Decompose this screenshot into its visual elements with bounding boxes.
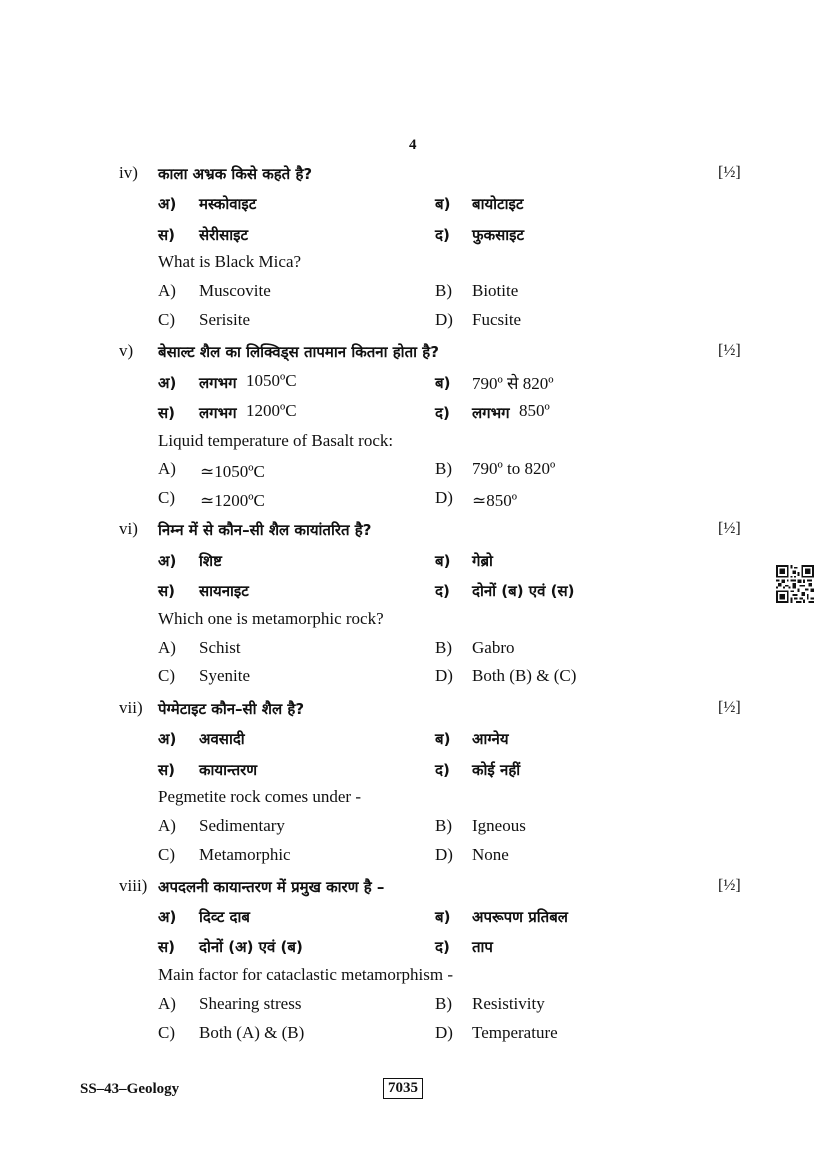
option-label: A) — [158, 459, 176, 478]
option-text: Both (B) & (C) — [472, 666, 577, 685]
option-text: मस्कोवाइट — [199, 195, 257, 213]
option-label: C) — [158, 488, 175, 507]
option-label: स) — [158, 761, 175, 779]
option-text: ≃1050ºC — [200, 462, 265, 481]
question-number: viii) — [119, 876, 148, 895]
footer-subject: SS–43–Geology — [80, 1081, 180, 1097]
footer-code: 7035 — [383, 1078, 423, 1099]
option-label: ब) — [435, 730, 451, 748]
option-text: फुकसाइट — [472, 226, 525, 244]
option-label: स) — [158, 226, 175, 244]
option-text: शिष्ट — [199, 552, 222, 570]
option-label: D) — [435, 666, 453, 685]
option-label: द) — [435, 938, 450, 956]
option-text: ≃850º — [472, 491, 518, 510]
option-label: D) — [435, 845, 453, 864]
option-text: आग्नेय — [472, 730, 509, 748]
option-label: द) — [435, 226, 450, 244]
option-label: अ) — [158, 374, 177, 392]
question-hindi: पेग्मेटाइट कौन–सी शैल है? — [158, 700, 305, 718]
option-text: Muscovite — [199, 281, 271, 300]
option-label: C) — [158, 310, 175, 329]
option-text: Fucsite — [472, 310, 522, 329]
marks: [½] — [718, 164, 741, 181]
option-text: अपरूपण प्रतिबल — [472, 908, 568, 926]
option-text: Both (A) & (B) — [199, 1023, 305, 1042]
option-label: A) — [158, 638, 176, 657]
option-label: B) — [435, 281, 452, 300]
option-label: D) — [435, 310, 453, 329]
question-english: Main factor for cataclastic metamorphism - — [158, 965, 454, 984]
option-label: A) — [158, 994, 176, 1013]
option-label: D) — [435, 488, 453, 507]
option-label: स) — [158, 404, 175, 422]
option-text: None — [472, 845, 509, 864]
option-text: 790º to 820º — [472, 459, 556, 478]
option-label: द) — [435, 582, 450, 600]
option-label: A) — [158, 281, 176, 300]
option-label: ब) — [435, 552, 451, 570]
option-text: कोई नहीं — [472, 761, 521, 779]
question-number: iv) — [119, 163, 138, 182]
option-text: दिव्ट दाब — [199, 908, 250, 926]
option-label: स) — [158, 582, 175, 600]
option-label: ब) — [435, 374, 451, 392]
option-text: Metamorphic — [199, 845, 291, 864]
option-value: 1050ºC — [246, 371, 297, 390]
option-text: लगभग — [199, 404, 237, 422]
option-text: सायनाइट — [199, 582, 249, 600]
qr-code-icon — [776, 565, 814, 603]
question-hindi: निम्न में से कौन–सी शैल कायांतरित है? — [158, 521, 372, 539]
option-label: B) — [435, 994, 452, 1013]
option-text: अवसादी — [199, 730, 245, 748]
option-label: अ) — [158, 552, 177, 570]
option-text: ≃1200ºC — [200, 491, 265, 510]
option-label: C) — [158, 1023, 175, 1042]
option-text: ताप — [472, 938, 493, 956]
option-label: D) — [435, 1023, 453, 1042]
option-text: Schist — [199, 638, 241, 657]
option-text: बायोटाइट — [472, 195, 524, 213]
question-english: Pegmetite rock comes under - — [158, 787, 361, 806]
option-text: दोनों (अ) एवं (ब) — [199, 938, 303, 956]
question-number: v) — [119, 341, 134, 360]
question-hindi: अपदलनी कायान्तरण में प्रमुख कारण है – — [158, 878, 385, 896]
option-label: ब) — [435, 908, 451, 926]
question-number: vii) — [119, 698, 143, 717]
option-text: कायान्तरण — [199, 761, 258, 779]
option-label: अ) — [158, 730, 177, 748]
marks: [½] — [718, 520, 741, 537]
option-label: ब) — [435, 195, 451, 213]
option-text: गेब्रो — [472, 552, 493, 570]
option-text: Igneous — [472, 816, 526, 835]
option-text: Serisite — [199, 310, 250, 329]
option-text: दोनों (ब) एवं (स) — [472, 582, 575, 600]
option-text: Temperature — [472, 1023, 558, 1042]
option-text: Shearing stress — [199, 994, 302, 1013]
option-value: 1200ºC — [246, 401, 297, 420]
option-label: स) — [158, 938, 175, 956]
option-value: 790º से 820º — [472, 374, 554, 393]
option-label: B) — [435, 459, 452, 478]
option-label: A) — [158, 816, 176, 835]
option-label: C) — [158, 666, 175, 685]
question-english: Liquid temperature of Basalt rock: — [158, 431, 394, 450]
question-hindi: काला अभ्रक किसे कहते है? — [158, 165, 313, 183]
option-label: अ) — [158, 908, 177, 926]
marks: [½] — [718, 877, 741, 894]
question-hindi: बेसाल्ट शैल का लिक्विड्स तापमान कितना होता है? — [158, 343, 439, 361]
option-text: सेरीसाइट — [199, 226, 249, 244]
option-label: C) — [158, 845, 175, 864]
question-english: What is Black Mica? — [158, 252, 302, 271]
option-label: B) — [435, 638, 452, 657]
page-number: 4 — [409, 137, 417, 153]
option-label: द) — [435, 761, 450, 779]
marks: [½] — [718, 342, 741, 359]
question-english: Which one is metamorphic rock? — [158, 609, 384, 628]
option-text: लगभग — [199, 374, 237, 392]
option-text: Sedimentary — [199, 816, 285, 835]
option-text: Biotite — [472, 281, 519, 300]
question-number: vi) — [119, 519, 138, 538]
marks: [½] — [718, 699, 741, 716]
option-text: Gabro — [472, 638, 515, 657]
option-value: 850º — [519, 401, 550, 420]
option-label: B) — [435, 816, 452, 835]
option-label: द) — [435, 404, 450, 422]
option-text: लगभग — [472, 404, 510, 422]
option-text: Syenite — [199, 666, 250, 685]
option-text: Resistivity — [472, 994, 545, 1013]
option-label: अ) — [158, 195, 177, 213]
